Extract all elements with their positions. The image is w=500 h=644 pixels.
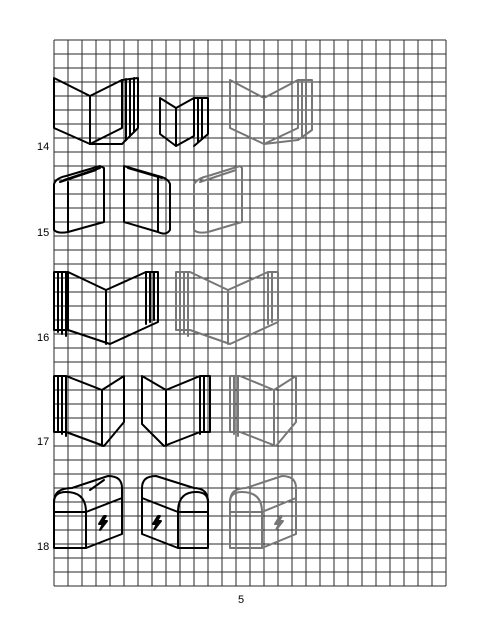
row-number-15: 15 [37,227,50,239]
row15-trace-drawing [194,166,242,233]
row18-example-drawing [54,476,122,548]
row14-trace-drawing [230,80,312,144]
row16-trace-drawing [176,272,278,344]
row15-partial-drawing [124,166,170,234]
row-number-17: 17 [37,436,50,448]
row-number-18: 18 [37,541,50,553]
row-number-16: 16 [37,332,50,344]
row-number-14: 14 [37,141,50,153]
drawing-grid [54,40,446,586]
row14-partial-drawing [160,98,208,146]
row18-trace-drawing [230,476,296,548]
page-number: 5 [238,594,245,606]
row17-trace-drawing [230,376,296,446]
row17-example-drawing [54,376,124,446]
row16-example-drawing [54,272,158,344]
